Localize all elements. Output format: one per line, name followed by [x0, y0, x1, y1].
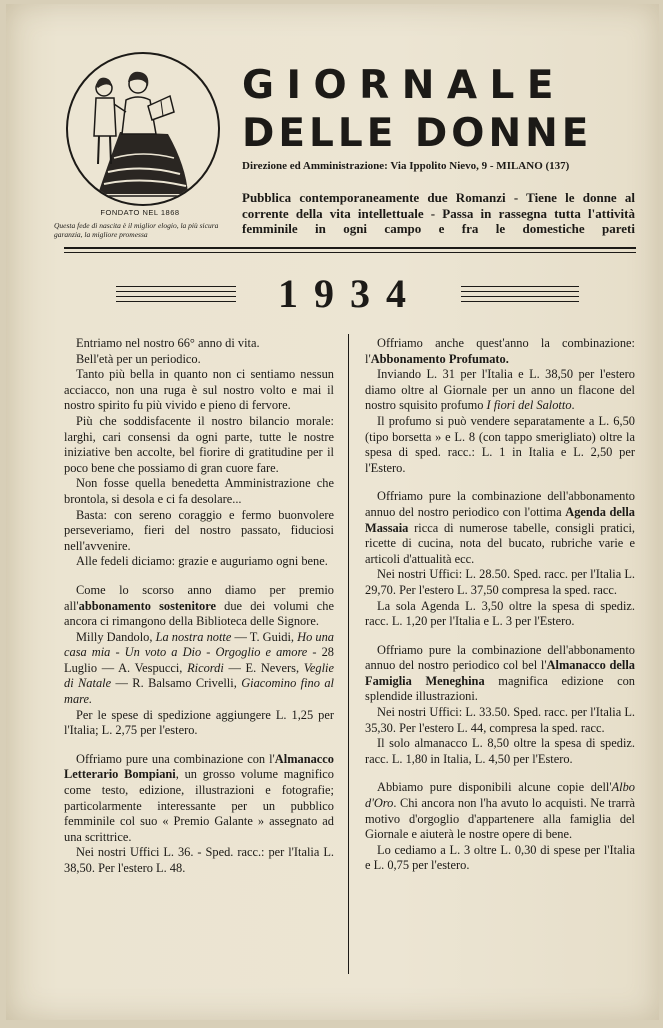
paragraph: Bell'età per un periodico. — [76, 351, 201, 366]
paragraph: Nei nostri Uffici L. 36. - Sped. racc.: per l'Italia L. 38,50. Per l'estero L. 48. — [64, 845, 334, 875]
paragraph: Nei nostri Uffici: L. 28.50. Sped. racc. per l'Italia L. 29,70. Per l'estero L. 37,50 compresa la sped. racc. — [365, 567, 635, 597]
tagline: Pubblica contemporaneamente due Romanzi - Tiene le donne al corrente della vita intellettuale - Passa in rassegna tutta l'attività femminile in ogni campo e fra le domestiche pareti — [242, 190, 635, 236]
paragraph: Come lo scorso anno diamo per premio all'abbonamento sostenitore due dei volumi che ancora ci rimangono della Biblioteca delle Signore. — [64, 582, 334, 629]
paragraph: Tanto più bella in quanto non ci sentiamo nessun acciacco, non una ruga è sul nostro volto e mai il nostro spirito fu più vivido e pieno di fervore. — [64, 367, 334, 413]
year-ornament-right — [461, 286, 579, 308]
year-heading: 1934 — [278, 271, 422, 316]
paragraph: Milly Dandolo, La nostra notte — T. Guidi, Ho una casa mia - Un voto a Dio - Orgoglio e amore - 28 Luglio — A. Vespucci, Ricordi — E. Nevers, Veglie di Natale — R. Balsamo Crivelli, Giacomino fino al mare. — [64, 629, 335, 707]
address-line: Direzione ed Amministrazione: Via Ippolito Nievo, 9 - MILANO (137) — [242, 160, 570, 172]
masthead-title-line2: DELLE DONNE — [242, 111, 593, 156]
motto: Questa fede di nascita è il miglior elogio, la più sicura garanzia, la migliore promessa — [54, 221, 219, 239]
paragraph: Abbiamo pure disponibili alcune copie dell'Albo d'Oro. Chi ancora non l'ha avuto lo acquisti. Ne trarrà motivo d'orgoglio d'appartenere alla famiglia del Giornale e aiuterà le nostre opere di bene. — [365, 780, 635, 842]
year-ornament-left — [116, 286, 236, 308]
magazine-page — [6, 4, 659, 1020]
paragraph: Offriamo pure la combinazione dell'abbonamento annuo del nostro periodico col bel l'Almanacco della Famiglia Meneghina magnifica edizione con splendide illustrazioni. — [365, 642, 635, 704]
paragraph: Il profumo si può vendere separatamente a L. 6,50 (tipo borsetta » e L. 8 (con tappo smerigliato) oltre la spesa di sped. racc.: L. 1 in Italia e L. 2,50 per l'Estero. — [365, 413, 635, 475]
paragraph: Per le spese di spedizione aggiungere L. 1,25 per l'Italia; L. 2,75 per l'estero. — [64, 707, 334, 738]
paragraph: Entriamo nel nostro 66° anno di vita. — [76, 336, 260, 350]
paragraph: La sola Agenda L. 3,50 oltre la spesa di spediz. racc. L. 1,20 per l'Italia e L. 3 per l'Estero. — [365, 598, 635, 629]
paragraph: Offriamo pure la combinazione dell'abbonamento annuo del nostro periodico con l'ottima Agenda della Massaia ricca di numerose tabelle, consigli pratici, ricette di cucina, nota del bucato, rubriche varie e articoli d'attualità ecc. — [365, 489, 635, 566]
left-column — [64, 336, 334, 877]
paragraph: Nei nostri Uffici: L. 33.50. Sped. racc. per l'Italia L. 35,30. Per l'estero L. 44, compresa la sped. racc. — [365, 705, 635, 735]
founded-year: FONDATO NEL 1868 — [100, 208, 180, 217]
masthead-title-line1: GIORNALE — [242, 63, 567, 108]
paragraph: Inviando L. 31 per l'Italia e L. 38,50 per l'estero diamo oltre al Giornale per un anno un flacone del nostro squisito profumo I fiori del Salotto. — [365, 367, 635, 413]
paragraph: Lo cediamo a L. 3 oltre L. 0,30 di spese per l'Italia e L. 0,75 per l'estero. — [365, 842, 635, 873]
paragraph: Offriamo pure una combinazione con l'Almanacco Letterario Bompiani, un grosso volume magnifico come testo, edizione, illustrazioni e fotografie; particolarmente interessante per un pubblico femminile col suo « Premio Galante » assegnato ad una scrittrice. — [64, 751, 334, 844]
right-column — [365, 336, 635, 874]
paragraph: Non fosse quella benedetta Amministrazione che brontola, si desola e ci fa desolare... — [64, 476, 334, 506]
masthead-divider — [64, 247, 636, 253]
paragraph: Alle fedeli diciamo: grazie e auguriamo ogni bene. — [76, 554, 328, 569]
mother-reading-to-child-emblem-icon — [66, 52, 220, 206]
paragraph: Più che soddisfacente il nostro bilancio morale: larghi, cari consensi da ogni parte, tutte le nostre iniziative ben accolte, bel fiorire di gratitudine per il poco bene che possiamo di gran cuore fare. — [64, 413, 334, 475]
column-divider — [348, 334, 349, 974]
paragraph: Offriamo anche quest'anno la combinazione: l'Abbonamento Profumato. — [365, 336, 635, 366]
paragraph: Basta: con sereno coraggio e fermo buonvolere perseveriamo, fieri del nostro passato, fiduciosi nell'avvenire. — [64, 507, 334, 553]
paragraph: Il solo almanacco L. 8,50 oltre la spesa di spediz. racc. L. 1,80 in Italia, L. 4,50 per l'Estero. — [365, 736, 635, 766]
